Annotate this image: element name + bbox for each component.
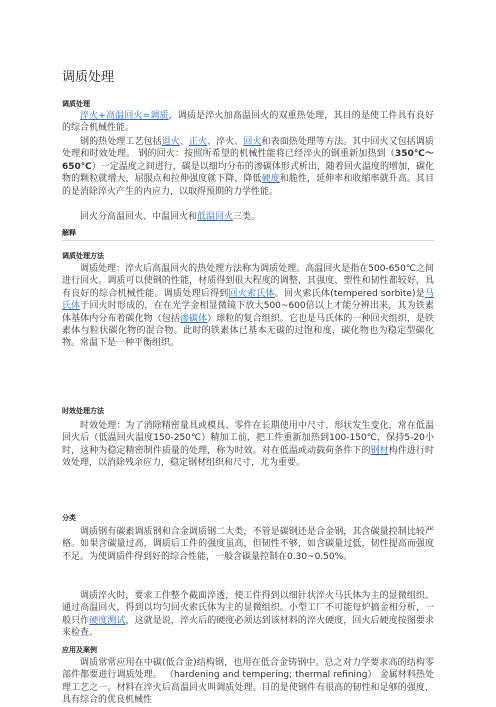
link-hardness-test[interactable]: 硬度测试 (89, 615, 126, 626)
section-heading-method: 调质处理方法 (62, 252, 104, 260)
section-divider (62, 240, 434, 241)
link-annealing[interactable]: 退火 (161, 137, 180, 147)
section-heading-classification: 分类 (62, 514, 76, 522)
paragraph-definition: 淬火+高温回火=调质，调质是淬火加高温回火的双重热处理，其目的是使工件具有良好的综合机械性能。 (62, 111, 434, 134)
section-heading-tempering: 调质处理 (62, 100, 90, 108)
link-tempered-sorbite[interactable]: 回火索氏体 (228, 288, 275, 299)
page-title: 调质处理 (62, 70, 115, 85)
paragraph-tempering-types: 回火分高温回火、中温回火和低温回火三类。 (80, 212, 261, 222)
section-heading-aging: 时效处理方法 (62, 407, 104, 415)
paragraph-applications: 调质常常应用在中碳(低合金)结构钢，也用在低合金铸钢中。总之对力学要求高的结构零部件都要进行调质处理。 （hardening and tempering; thermal refining） 金属材料热处理工艺之一。材料在淬火后高温回火叫调质处理。目的是使钢件有很高的韧性和足够的强度，具有综合的优良机械性 (62, 658, 434, 706)
temperature-range: 350℃～650℃ (62, 149, 434, 172)
link-quench-temper-formula[interactable]: 淬火+高温回火=调质 (80, 111, 169, 121)
section-heading-applications: 应用及案例 (62, 646, 97, 654)
paragraph-quenching: 调质淬火时，要求工件整个截面淬透，使工件得到以细针状淬火马氏体为主的显微组织。通过高温回火，得到以均匀回火索氏体为主的显微组织。小型工厂不可能每炉搞金相分析，一般只作硬度测试，这就是说，淬火后的硬度必须达到该材料的淬火硬度，回火后硬度按图要求来检查。 (62, 591, 434, 639)
paragraph-classification: 调质钢有碳素调质钢和合金调质钢二大类，不管是碳钢还是合金钢，其含碳量控制比较严格。如果含碳量过高，调质后工件的强度虽高，但韧性不够，如含碳量过低，韧性提高而强度不足。为使调质件得到好的综合性能，一般含碳量控制在0.30~0.50%。 (62, 527, 434, 562)
link-martensite[interactable]: 马氏体 (62, 288, 434, 312)
link-low-temp-tempering[interactable]: 低温回火 (197, 212, 234, 222)
link-steel[interactable]: 钢材 (370, 445, 389, 456)
link-tempering[interactable]: 回火 (243, 137, 262, 147)
section-heading-explanation: 解释 (62, 229, 76, 237)
link-normalizing[interactable]: 正火 (188, 137, 208, 147)
paragraph-method: 调质处理：淬火后高温回火的热处理方法称为调质处理。高温回火是指在500-650℃之间进行回火。调质可以使钢的性能，材质得到很大程度的调整，其强度、塑性和韧性都较好，具有良好的综合机械性能。调质处理后得到回火索氏体。回火索氏体(tempered sorbite)是马氏体于回火时形成的，在在光学金相显微镜下放大500~600倍以上才能分辨出来，其为铁素体基体内分布着碳化物（包括渗碳体）球粒的复合组织。它也是马氏体的一种回火组织，是铁素体与粒状碳化物的混合物。此时的铁素体已基本无碳的过饱和度，碳化物也为稳定型碳化物。常温下是一种平衡组织。 (62, 264, 434, 349)
paragraph-aging: 时效处理：为了消除精密量具或模具、零件在长期使用中尺寸、形状发生变化，常在低温回火后（低温回火温度150-250℃）精加工前，把工件重新加热到100-150℃，保持5-20小时，这种为稳定精密制件质量的处理，称为时效。对在低温或动载荷条件下的钢材构件进行时效处理，以消除残余应力，稳定钢材组织和尺寸，尤为重要。 (62, 421, 434, 469)
paragraph-heat-treatment: 钢的热处理工艺包括退火、正火、淬火、回火和表面热处理等方法。其中回火又包括调质处理和时效处理。 钢的回火：按照所希望的机械性能将已经淬火的钢重新加热到（350℃～650℃）一定温度之间进行，碳是以细均分布的渗碳体形式析出，随着回火温度的增加，碳化物的颗粒就增大，屈服点和拉伸强度就下降，降低硬度和脆性，延伸率和收缩率就升高。其目的是消除淬火产生的内应力，以取得预期的力学性能。 (62, 137, 434, 197)
link-hardness[interactable]: 硬度 (261, 174, 280, 185)
link-cementite[interactable]: 渗碳体 (179, 313, 208, 324)
